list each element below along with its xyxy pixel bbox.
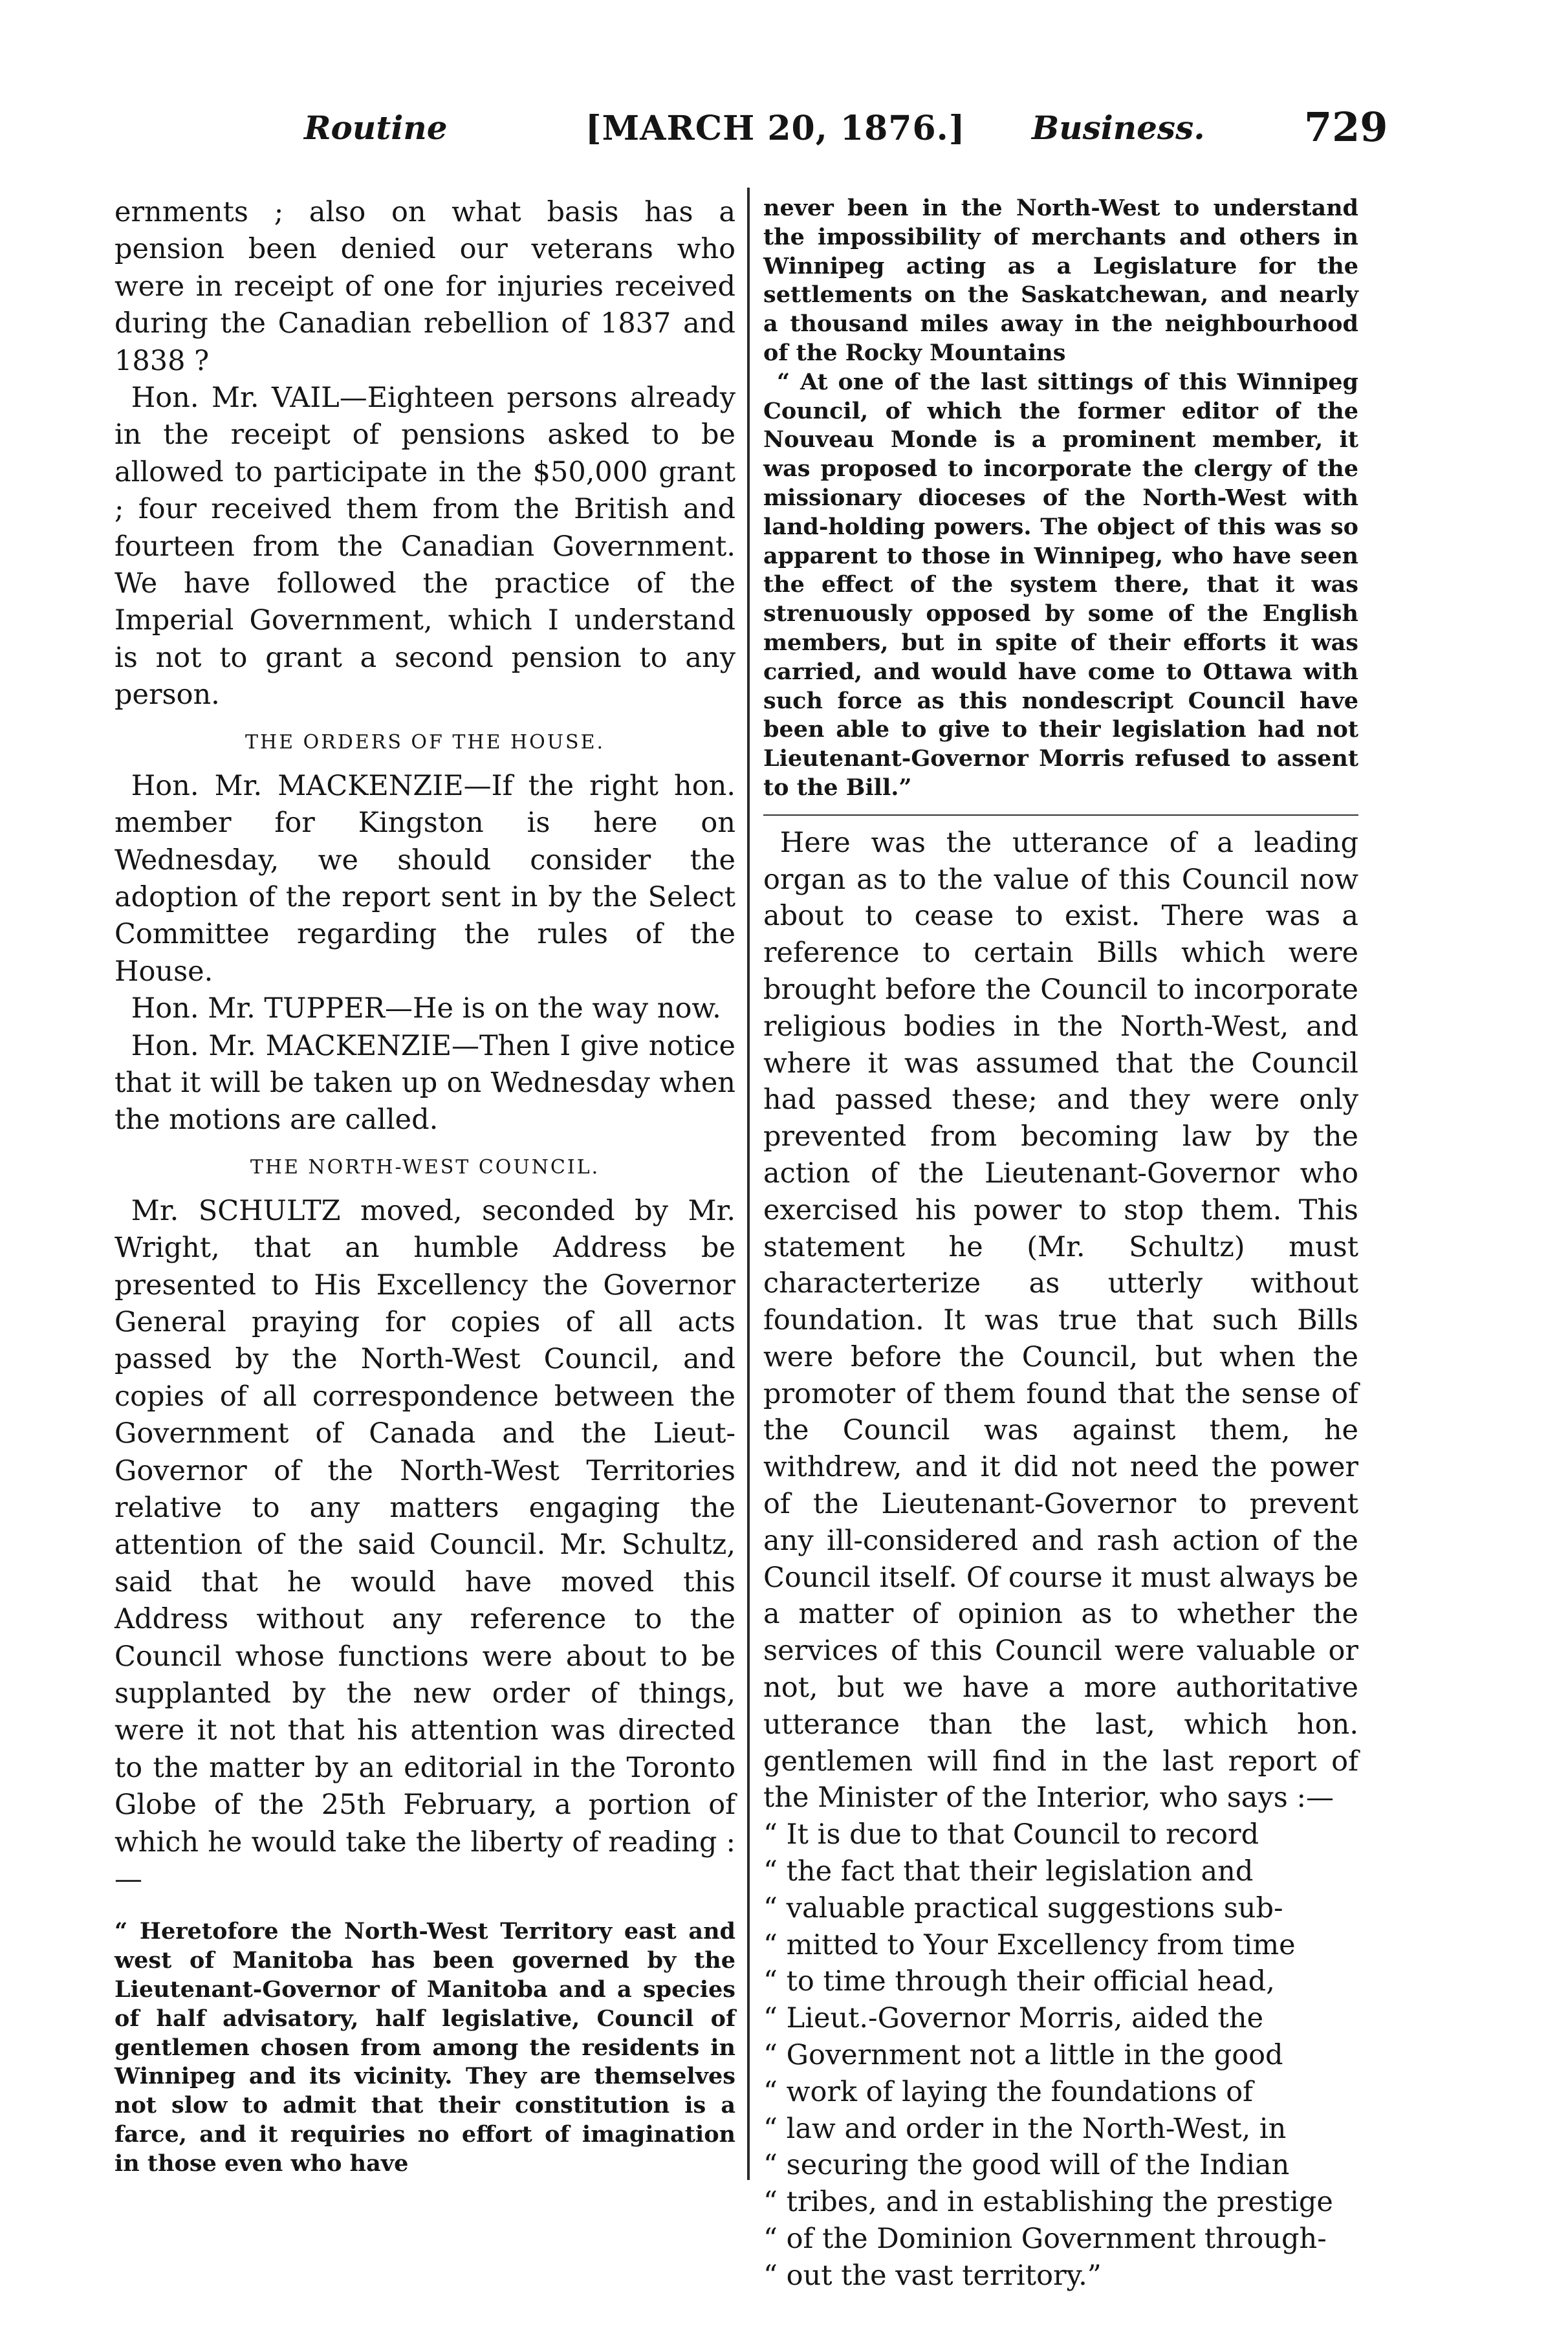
quote-line-5: “ to time through their official head, xyxy=(763,1965,1275,1998)
left-paragraph-5: Hon. Mr. MACKENZIE—Then I give notice that it will be taken up on Wednesday when the motions are called. xyxy=(114,1029,735,1137)
left-column xyxy=(114,194,735,2179)
quote-line-7: “ Government not a little in the good xyxy=(763,2039,1283,2072)
header-right: Business. xyxy=(1032,109,1205,147)
right-quotation-2: “ At one of the last sittings of this Winnipeg Council, of which the former editor of the Nouveau Monde is a prominent member, it was proposed to incorporate the clergy of the missionary dioceses of the North-West with land-holding powers. The object of this was so apparent to those in Winnipeg, who have seen the effect of the system there, that it was strenuously opposed by some of the English members, but in spite of their efforts it was carried, and would have come to Ottawa with such force as this nondescript Council have been able to give to their legislation had not Lieutenant-Governor Morris refused to assent to the Bill.” xyxy=(763,368,1358,801)
left-paragraph-2: Hon. Mr. VAIL—Eighteen persons already in the receipt of pensions asked to be allowed to participate in the $50,000 grant ; four received them from the British and fourteen from the Canadian Government. We have followed the practice of the Imperial Government, which I understand is not to grant a second pension to any person. xyxy=(114,382,735,712)
right-column xyxy=(763,194,1358,2294)
left-paragraph-6: Mr. SCHULTZ moved, seconded by Mr. Wright, that an humble Address be presented to His Excellency the Governor General praying for copies of all acts passed by the North-West Council, and copies of all correspondence between the Government of Canada and the Lieut-Governor of the North-West Territories relative to any matters engaging the attention of the said Council. Mr. Schultz, said that he would have moved this Address without any reference to the Council whose functions were about to be supplanted by the new order of things, were it not that his attention was directed to the matter by an editorial in the Toronto Globe of the 25th February, a portion of which he would take the liberty of reading :— xyxy=(114,1194,735,1896)
header-date: [MARCH 20, 1876.] xyxy=(585,109,966,148)
quote-line-12: “ of the Dominion Government through- xyxy=(763,2223,1327,2256)
quote-line-6: “ Lieut.-Governor Morris, aided the xyxy=(763,2002,1264,2035)
quote-line-13: “ out the vast territory.” xyxy=(763,2259,1102,2292)
header-left: Routine xyxy=(304,109,448,147)
left-paragraph-3: Hon. Mr. MACKENZIE—If the right hon. member for Kingston is here on Wednesday, we should consider the adoption of the report sent in by the Select Committee regarding the rules of the House. xyxy=(114,769,735,988)
page-number: 729 xyxy=(1304,104,1388,151)
left-paragraph-4: Hon. Mr. TUPPER—He is on the way now. xyxy=(131,992,721,1025)
running-header xyxy=(0,97,1568,162)
quote-line-2: “ the fact that their legislation and xyxy=(763,1855,1254,1888)
section-heading-north-west: THE NORTH-WEST COUNCIL. xyxy=(250,1155,600,1179)
left-paragraph-1: ernments ; also on what basis has a pension been denied our veterans who were in receipt of one for injuries received during the Canadian rebellion of 1837 and 1838 ? xyxy=(114,196,735,377)
right-quotation-1: never been in the North-West to understand the impossibility of merchants and others in Winnipeg acting as a Legislature for the settlements on the Saskatchewan, and nearly a thousand miles away in the neighbourhood of the Rocky Mountains xyxy=(763,195,1358,366)
quote-line-1: “ It is due to that Council to record xyxy=(763,1818,1259,1851)
quote-line-8: “ work of laying the foundations of xyxy=(763,2075,1254,2108)
quote-line-3: “ valuable practical suggestions sub- xyxy=(763,1891,1283,1924)
right-paragraph-1: Here was the utterance of a leading organ as to the value of this Council now about to cease to exist. There was a reference to certain Bills which were brought before the Council to incorporate religious bodies in the North-West, and where it was assumed that the Council had passed these; and they were only prevented from becoming law by the action of the Lieutenant-Governor who exercised his power to stop them. This statement he (Mr. Schultz) must characterterize as utterly without foundation. It was true that such Bills were before the Council, but when the promoter of them found that the sense of the Council was against them, he withdrew, and it did not need the power of the Lieutenant-Governor to prevent any ill-considered and rash action of the Council itself. Of course it must always be a matter of opinion as to whether the services of this Council were valuable or not, but we have a more authoritative utterance than the last, which hon. gentlemen will find in the last report of the Minister of the Interior, who says :— xyxy=(763,826,1358,1814)
quote-line-9: “ law and order in the North-West, in xyxy=(763,2112,1287,2145)
quote-line-11: “ tribes, and in establishing the prestige xyxy=(763,2186,1333,2219)
minister-quotation xyxy=(763,1816,1358,2294)
quote-line-4: “ mitted to Your Excellency from time xyxy=(763,1928,1296,1961)
left-quotation: “ Heretofore the North-West Territory east and west of Manitoba has been governed by the Lieutenant-Governor of Manitoba and a species of half advisatory, half legislative, Council of gentlemen chosen from among the residents in Winnipeg and its vicinity. They are themselves not slow to admit that their constitution is a farce, and it requiries no effort of imagination in those even who have xyxy=(114,1918,735,2177)
quotation-rule xyxy=(763,814,1358,816)
column-divider xyxy=(747,188,750,2180)
quote-line-10: “ securing the good will of the Indian xyxy=(763,2149,1290,2182)
section-heading-orders: THE ORDERS OF THE HOUSE. xyxy=(245,730,605,754)
